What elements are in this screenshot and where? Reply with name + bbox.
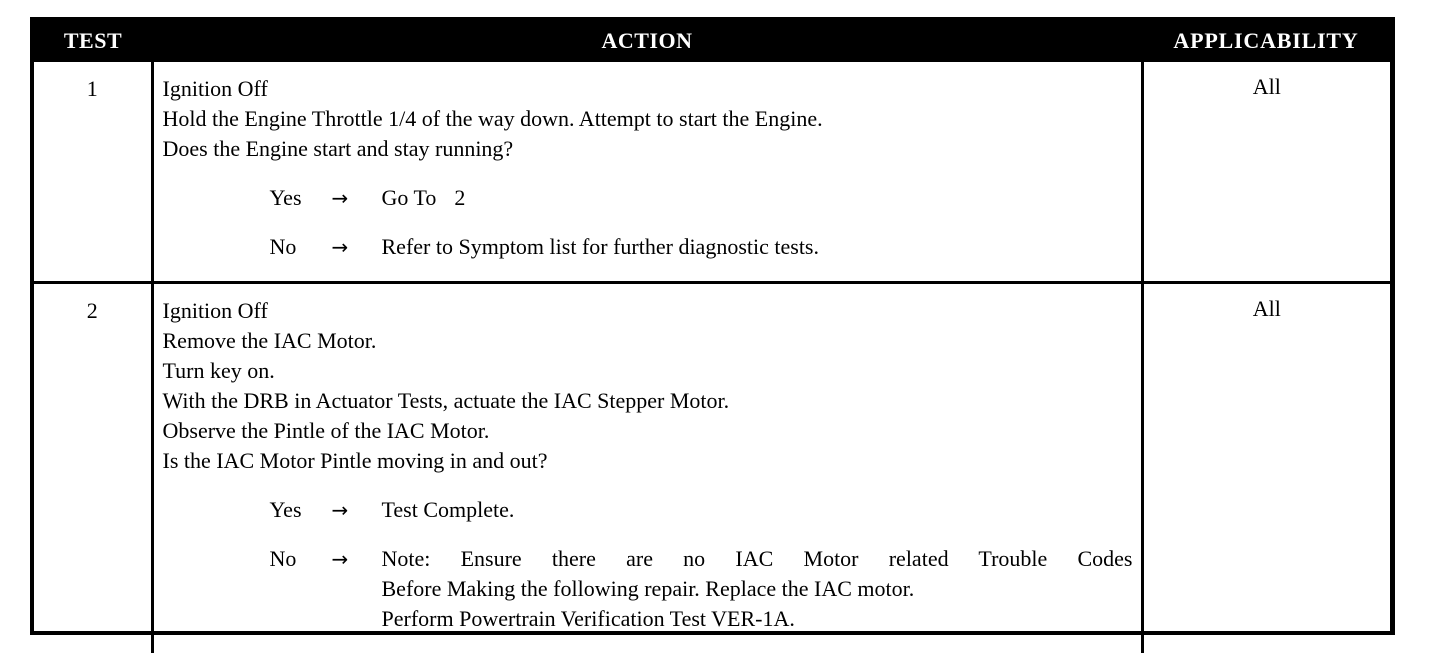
action-step: Ignition Off [162, 75, 268, 101]
action-step: Remove the IAC Motor. [162, 327, 377, 353]
action-cell [152, 282, 1142, 653]
diagnostic-test-table-frame [30, 17, 1395, 635]
header-row [34, 21, 1390, 60]
test-number: 2 [34, 282, 152, 653]
answer-yes [163, 495, 1141, 525]
action-step: Ignition Off [162, 297, 268, 323]
answer-no [163, 232, 1141, 262]
answer-no-line: Note: Ensure there are no IAC Motor related Trouble Codes [381, 545, 1133, 571]
answer-yes-text [382, 183, 1141, 213]
header-applicability: APPLICABILITY [1142, 21, 1390, 60]
answer-yes-label: Yes [269, 496, 302, 522]
action-step: Does the Engine start and stay running? [162, 135, 514, 161]
answers [163, 183, 1141, 262]
answers [163, 495, 1141, 634]
answer-no-text [382, 232, 1141, 262]
action-step: Turn key on. [162, 357, 275, 383]
answer-no-line: Refer to Symptom list for further diagnostic tests. [381, 233, 819, 259]
applicability-cell: All [1142, 282, 1390, 653]
action-step: Observe the Pintle of the IAC Motor. [162, 417, 490, 443]
table-row [34, 282, 1390, 653]
goto-label: Go To [381, 184, 437, 210]
answer-no-line: Before Making the following repair. Replace the IAC motor. [381, 575, 915, 601]
answer-no-text [382, 544, 1141, 634]
answer-no-line: Perform Powertrain Verification Test VER-1A. [381, 605, 795, 631]
answer-yes [163, 183, 1141, 213]
table-body [34, 60, 1390, 653]
answer-no-label: No [269, 233, 297, 259]
action-step: With the DRB in Actuator Tests, actuate the IAC Stepper Motor. [162, 387, 730, 413]
header-test: TEST [34, 21, 152, 60]
action-cell [152, 60, 1142, 282]
applicability-cell: All [1142, 60, 1390, 282]
right-arrow-icon: → [331, 497, 349, 522]
right-arrow-icon: → [331, 185, 349, 210]
answer-no-label: No [269, 545, 297, 571]
goto-test-number: 2 [454, 184, 466, 210]
answer-yes-label: Yes [269, 184, 302, 210]
table-header [34, 21, 1390, 60]
header-action: ACTION [152, 21, 1142, 60]
right-arrow-icon: → [331, 546, 349, 571]
diagnostic-test-table [34, 21, 1390, 653]
action-step: Hold the Engine Throttle 1/4 of the way down. Attempt to start the Engine. [162, 105, 823, 131]
answer-no [163, 544, 1141, 634]
answer-yes-text: Test Complete. [381, 496, 515, 522]
right-arrow-icon: → [331, 234, 349, 259]
test-number: 1 [34, 60, 152, 282]
action-step: Is the IAC Motor Pintle moving in and out? [162, 447, 548, 473]
table-row [34, 60, 1390, 282]
